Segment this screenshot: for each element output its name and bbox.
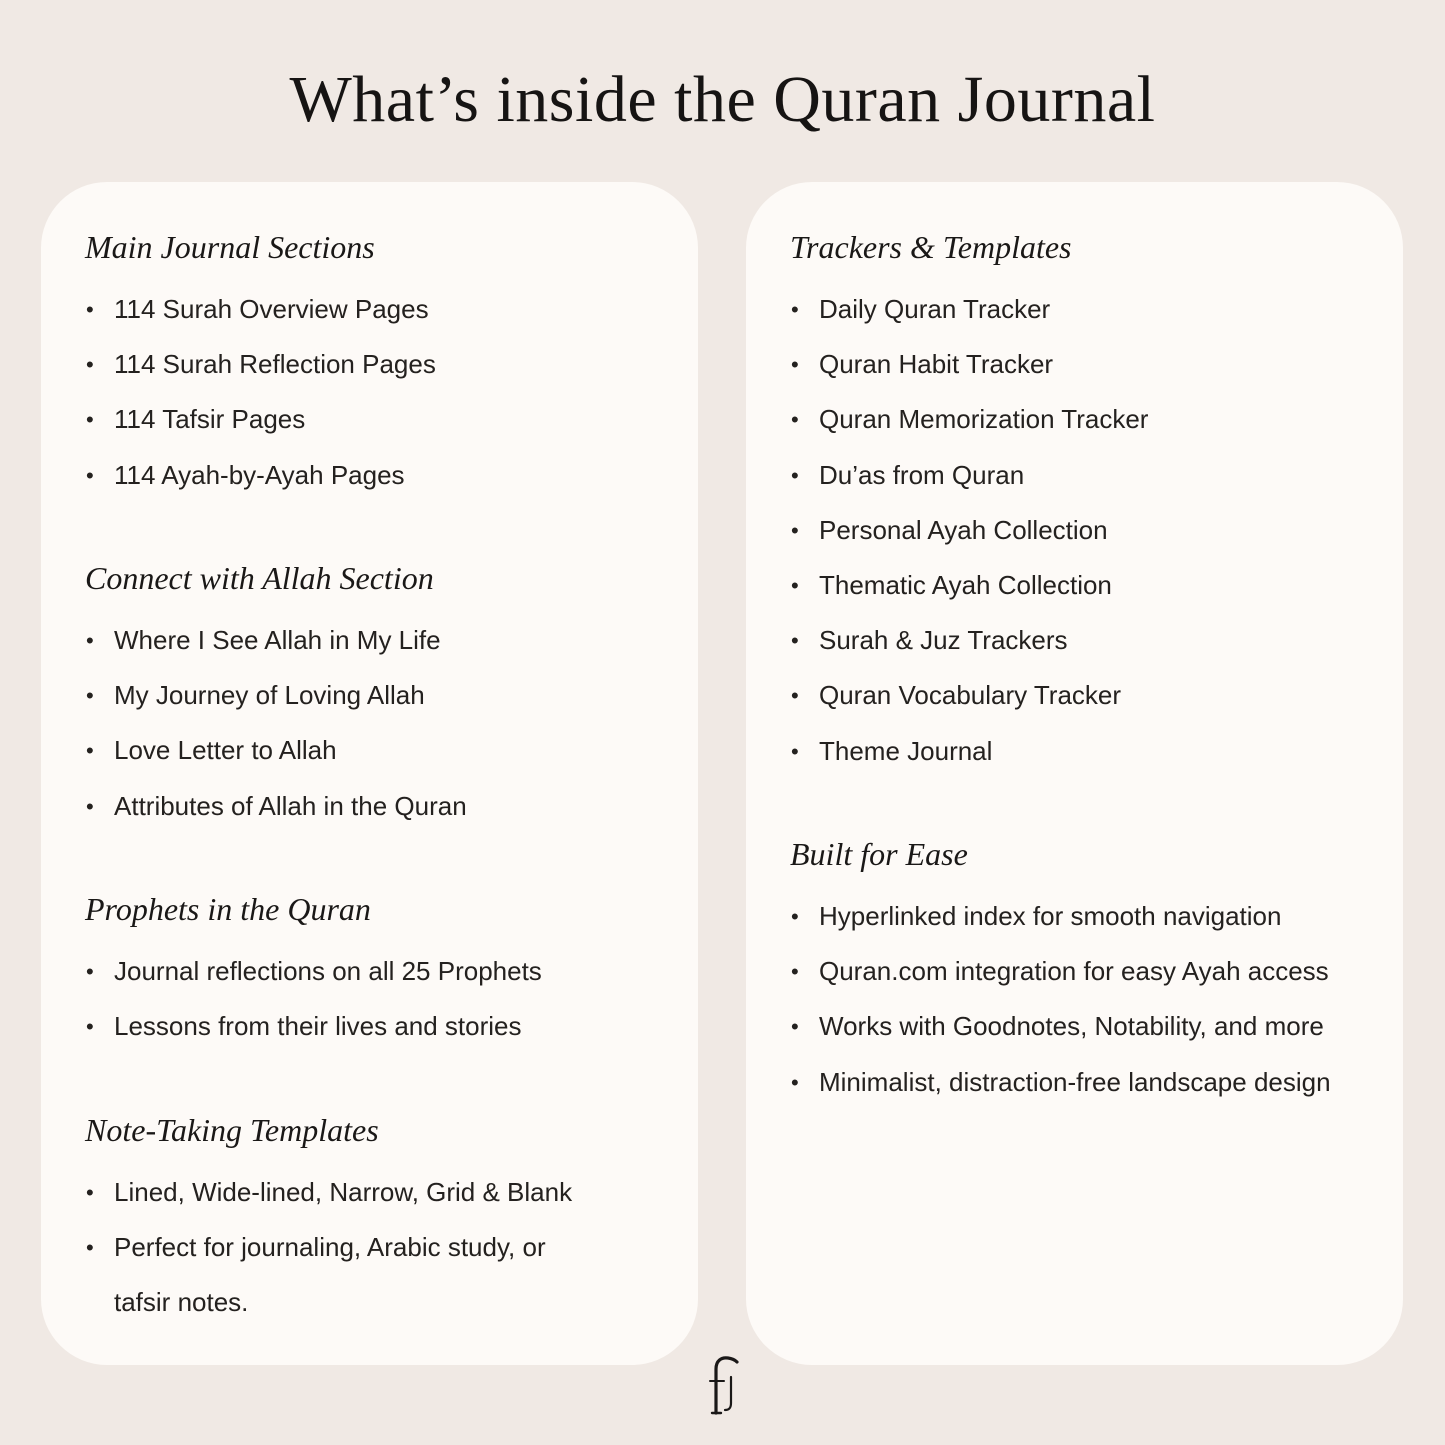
page-title: What’s inside the Quran Journal [289, 63, 1156, 136]
section-main-journal [85, 227, 688, 503]
item-label: Hyperlinked index for smooth navigation [819, 901, 1282, 931]
bullet-icon: • [791, 738, 799, 764]
bullet-icon: • [86, 738, 94, 764]
item-label: 114 Ayah-by-Ayah Pages [114, 459, 405, 490]
bullet-icon: • [791, 352, 799, 378]
item-label: Journal reflections on all 25 Prophets [114, 956, 542, 986]
item-list [790, 889, 1399, 1110]
item-label: Minimalist, distraction-free landscape design [819, 1066, 1331, 1097]
section-heading: Note-Taking Templates [85, 1112, 379, 1148]
item-list [85, 944, 688, 1054]
list-item [85, 1220, 688, 1275]
item-label: Works with Goodnotes, Notability, and more [819, 1011, 1324, 1042]
item-label: Quran Habit Tracker [819, 349, 1054, 380]
item-label: Love Letter to Allah [114, 735, 337, 766]
bullet-icon: • [791, 904, 799, 929]
section-trackers-templates [790, 227, 1399, 779]
right-card [746, 182, 1403, 1365]
item-label: Quran Vocabulary Tracker [819, 680, 1122, 711]
item-list [790, 282, 1399, 779]
bullet-icon: • [86, 1235, 94, 1261]
bullet-icon: • [791, 572, 799, 598]
bullet-icon: • [86, 793, 94, 819]
item-label: tafsir notes. [114, 1287, 249, 1318]
item-label: Perfect for journaling, Arabic study, or [114, 1232, 546, 1263]
list-item [790, 999, 1399, 1054]
item-label: Personal Ayah Collection [819, 514, 1108, 545]
item-label: Surah & Juz Trackers [819, 625, 1068, 656]
list-item [85, 944, 688, 999]
bullet-icon: • [791, 462, 799, 488]
bullet-icon: • [86, 297, 94, 322]
item-label: Quran.com integration for easy Ayah access [819, 956, 1329, 987]
fj-monogram-icon [702, 1355, 744, 1417]
list-item [85, 999, 688, 1054]
section-heading: Trackers & Templates [790, 229, 1072, 265]
list-item [790, 503, 1399, 558]
bullet-icon: • [791, 683, 799, 709]
item-label: Where I See Allah in My Life [114, 625, 441, 655]
list-item [790, 282, 1399, 337]
bullet-icon: • [86, 1014, 94, 1040]
list-item [85, 392, 688, 447]
section-heading: Main Journal Sections [85, 229, 375, 265]
bullet-icon: • [86, 628, 94, 653]
list-item [790, 613, 1399, 668]
list-item [85, 448, 688, 503]
section-connect-with-allah [85, 558, 688, 834]
bullet-icon: • [791, 297, 799, 322]
bullet-icon: • [791, 959, 799, 985]
bullet-icon: • [791, 407, 799, 433]
list-item [790, 392, 1399, 447]
item-label: Lined, Wide-lined, Narrow, Grid & Blank [114, 1177, 573, 1207]
list-item [790, 558, 1399, 613]
list-item [790, 668, 1399, 723]
list-item [85, 282, 688, 337]
bullet-icon: • [86, 462, 94, 488]
list-item [790, 448, 1399, 503]
bullet-icon: • [86, 352, 94, 378]
list-item [85, 1165, 688, 1220]
bullet-icon: • [791, 1014, 799, 1040]
list-item [85, 337, 688, 392]
section-note-taking [85, 1110, 688, 1331]
bullet-icon: • [791, 517, 799, 543]
section-built-for-ease [790, 834, 1399, 1110]
bullet-icon: • [86, 959, 94, 984]
item-list [85, 282, 688, 503]
section-heading: Prophets in the Quran [85, 891, 371, 927]
list-item [790, 724, 1399, 779]
bullet-icon: • [86, 683, 94, 709]
bullet-icon: • [791, 1069, 799, 1095]
item-label: 114 Surah Reflection Pages [114, 349, 436, 380]
item-label: 114 Tafsir Pages [114, 404, 306, 435]
list-item [790, 1055, 1399, 1110]
list-item-continuation [85, 1275, 688, 1330]
item-label: Thematic Ayah Collection [819, 569, 1112, 600]
section-prophets [85, 889, 688, 1054]
list-item [790, 944, 1399, 999]
section-heading: Built for Ease [790, 836, 968, 872]
item-label: My Journey of Loving Allah [114, 680, 425, 711]
item-label: Quran Memorization Tracker [819, 404, 1149, 435]
item-label: Lessons from their lives and stories [114, 1011, 522, 1042]
list-item [790, 889, 1399, 944]
list-item [85, 723, 688, 778]
list-item [85, 613, 688, 668]
bullet-icon: • [86, 407, 94, 433]
item-label: Theme Journal [819, 735, 993, 766]
item-label: Attributes of Allah in the Quran [114, 790, 467, 821]
bullet-icon: • [791, 628, 799, 654]
item-label: Daily Quran Tracker [819, 294, 1051, 324]
item-label: 114 Surah Overview Pages [114, 294, 429, 324]
list-item [85, 668, 688, 723]
bullet-icon: • [86, 1180, 94, 1205]
list-item [85, 779, 688, 834]
item-label: Du’as from Quran [819, 459, 1025, 490]
item-list [85, 1165, 688, 1331]
section-heading: Connect with Allah Section [85, 560, 434, 596]
left-card [41, 182, 698, 1365]
item-list [85, 613, 688, 834]
list-item [790, 337, 1399, 392]
